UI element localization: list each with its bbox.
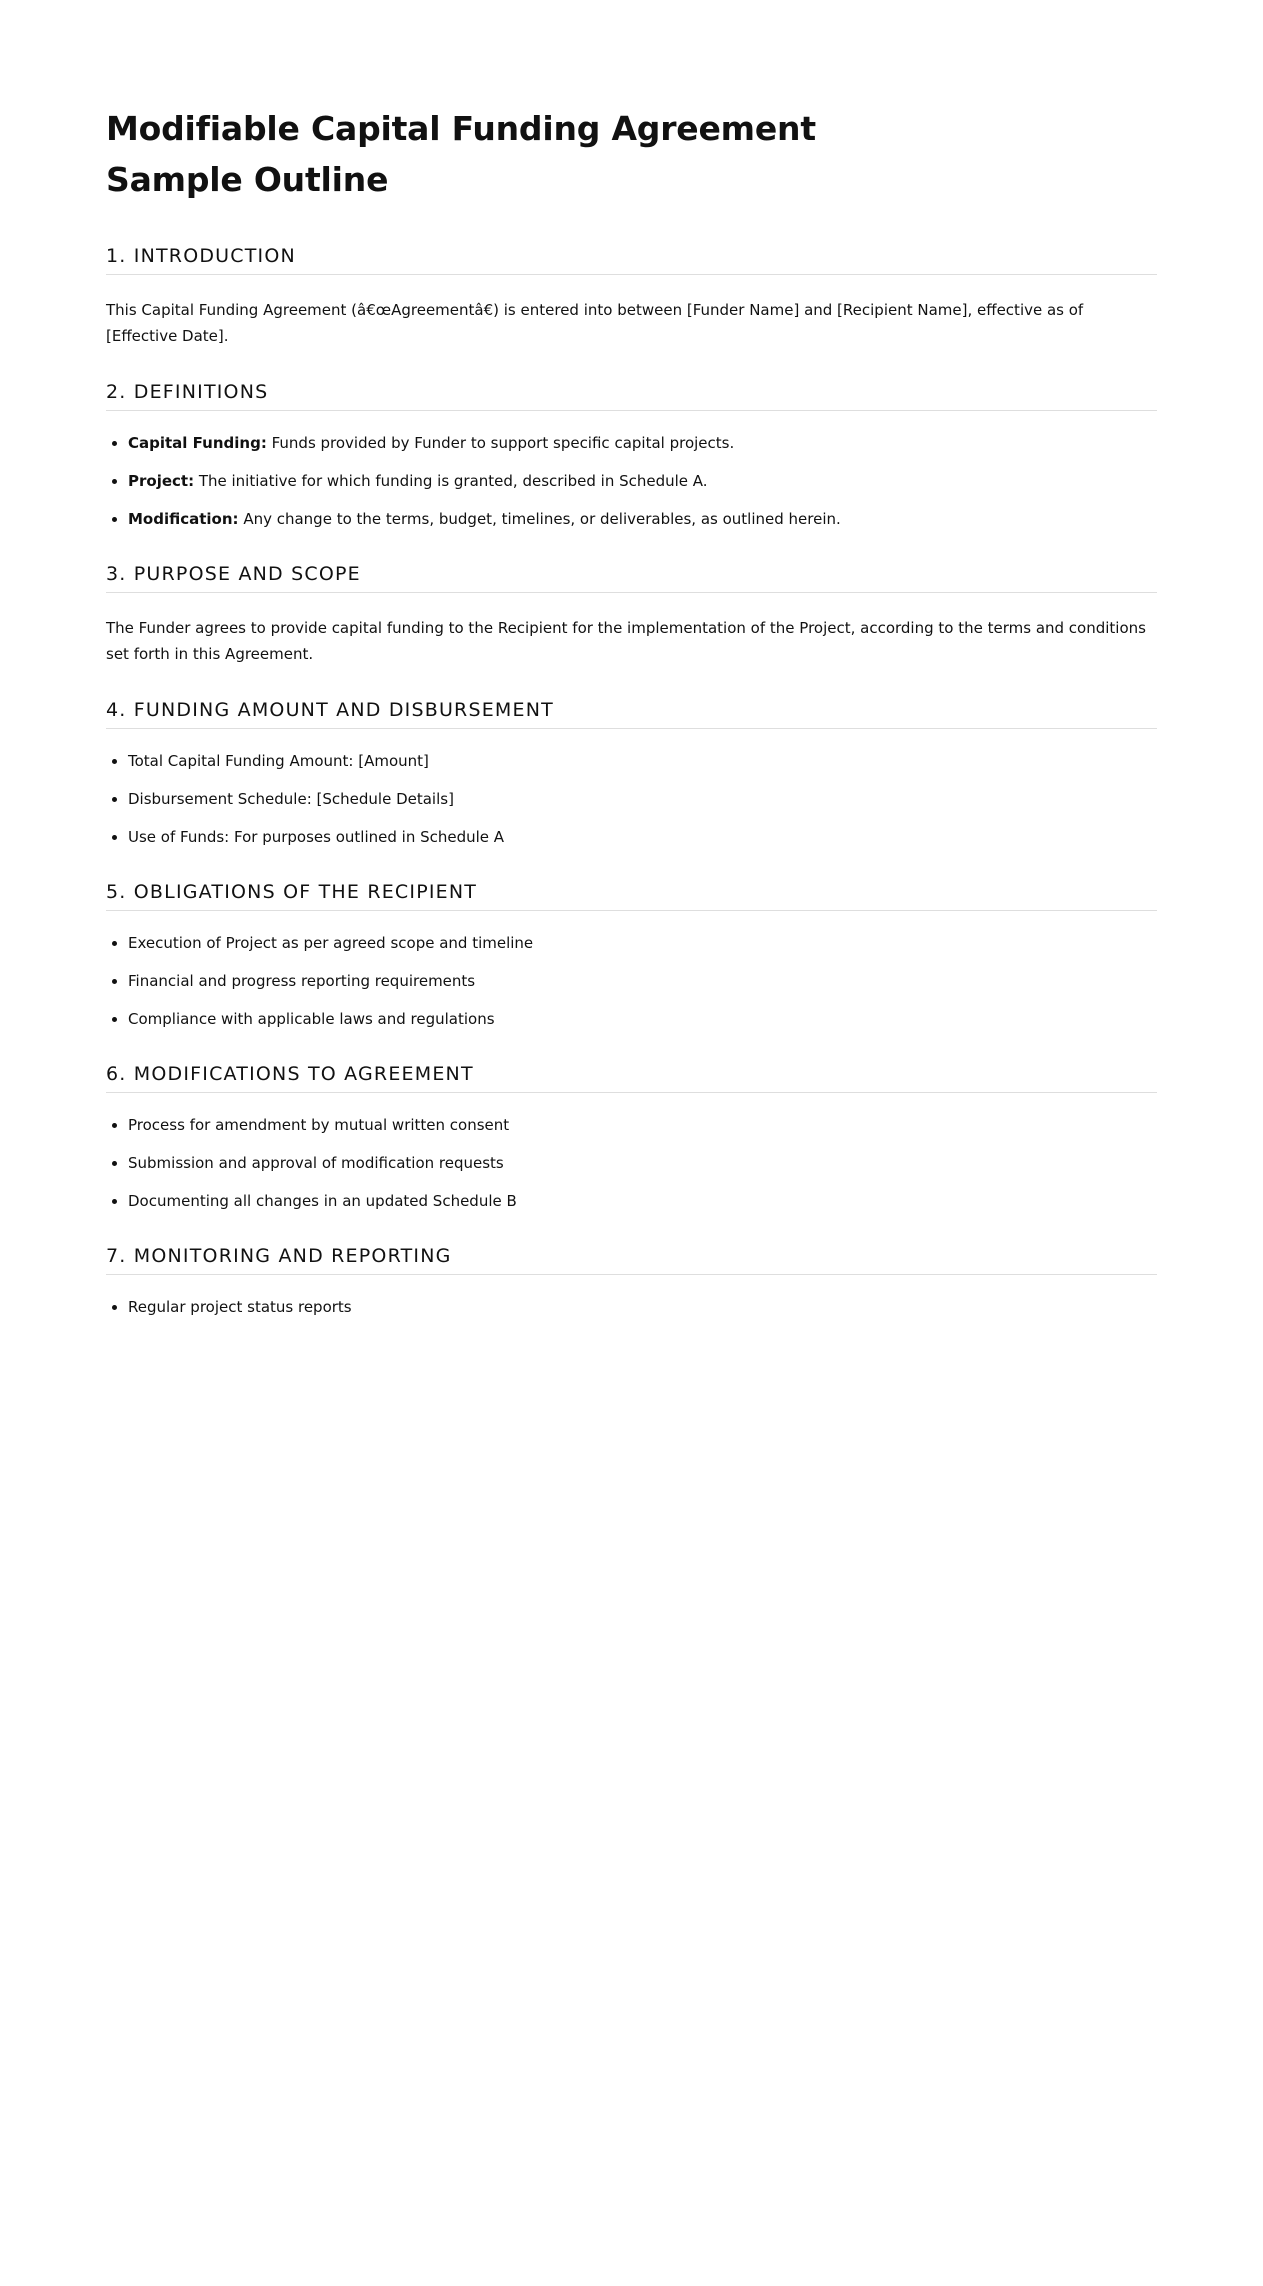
section-definitions (106, 379, 1157, 531)
list-item: • Disbursement Schedule: [Schedule Details] (128, 787, 1157, 811)
section-heading: 1. INTRODUCTION (106, 243, 1157, 275)
definition-term: Project: (128, 472, 195, 490)
section-heading: 2. DEFINITIONS (106, 379, 1157, 411)
section-obligations (106, 879, 1157, 1031)
list-item (128, 469, 1157, 493)
section-heading: 3. PURPOSE AND SCOPE (106, 561, 1157, 593)
list-item: • Execution of Project as per agreed scope and timeline (128, 931, 1157, 955)
section-paragraph: This Capital Funding Agreement (â€œAgreementâ€) is entered into between [Funder Name] and [Recipient Name], effective as of [Effective Date]. (106, 301, 1084, 345)
list-item (128, 431, 1157, 455)
list-item: • Compliance with applicable laws and regulations (128, 1007, 1157, 1031)
section-introduction (106, 243, 1157, 349)
section-purpose-scope (106, 561, 1157, 667)
section-heading: 4. FUNDING AMOUNT AND DISBURSEMENT (106, 697, 1157, 729)
list-item: • Documenting all changes in an updated Schedule B (128, 1189, 1157, 1213)
document-title (106, 103, 1157, 205)
section-funding-amount (106, 697, 1157, 849)
definition-text: Any change to the terms, budget, timelines, or deliverables, as outlined herein. (238, 510, 841, 528)
document-title-line1: Modifiable Capital Funding Agreement (106, 109, 816, 148)
section-modifications (106, 1061, 1157, 1213)
section-paragraph: The Funder agrees to provide capital funding to the Recipient for the implementation of the Project, according to the terms and conditions set forth in this Agreement. (106, 619, 1146, 663)
definition-text: The initiative for which funding is granted, described in Schedule A. (194, 472, 708, 490)
definition-term: Capital Funding: (128, 434, 267, 452)
list-item: • Use of Funds: For purposes outlined in Schedule A (128, 825, 1157, 849)
section-monitoring (106, 1243, 1157, 1319)
definition-text: Funds provided by Funder to support specific capital projects. (266, 434, 735, 452)
monitoring-list (106, 1295, 1157, 1319)
section-heading: 5. OBLIGATIONS OF THE RECIPIENT (106, 879, 1157, 911)
list-item: • Total Capital Funding Amount: [Amount] (128, 749, 1157, 773)
list-item: • Submission and approval of modification requests (128, 1151, 1157, 1175)
modifications-list (106, 1113, 1157, 1213)
funding-list (106, 749, 1157, 849)
list-item: • Financial and progress reporting requirements (128, 969, 1157, 993)
definition-term: Modification: (128, 510, 239, 528)
list-item (128, 507, 1157, 531)
obligations-list (106, 931, 1157, 1031)
document-title-line2: Sample Outline (106, 160, 389, 199)
section-heading: 6. MODIFICATIONS TO AGREEMENT (106, 1061, 1157, 1093)
list-item: • Process for amendment by mutual written consent (128, 1113, 1157, 1137)
list-item: • Regular project status reports (128, 1295, 1157, 1319)
section-heading: 7. MONITORING AND REPORTING (106, 1243, 1157, 1275)
definitions-list (106, 431, 1157, 531)
